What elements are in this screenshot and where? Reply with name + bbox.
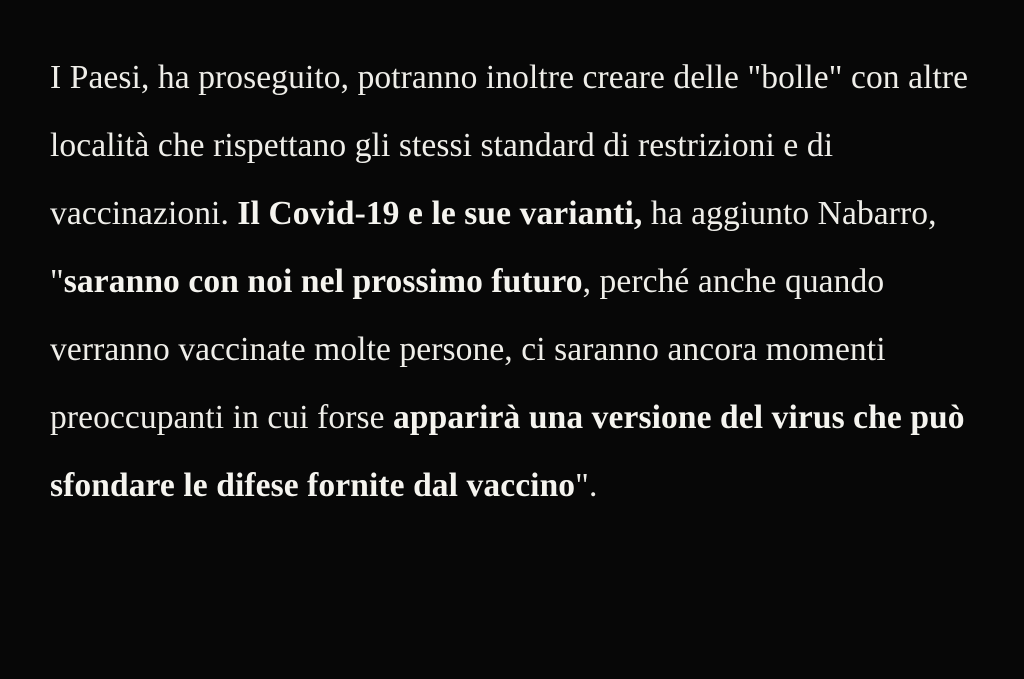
text-run: , perché anche quando verranno vaccinate molte persone, ci saranno ancora momenti preoccupanti in cui forse <box>50 263 886 436</box>
text-run: ". <box>575 467 598 504</box>
text-run: I Paesi, ha proseguito, potranno inoltre creare delle "bolle" con altre località che rispettano gli stessi standard di restrizioni e di vaccinazioni. <box>50 59 969 232</box>
emphasis-run: Il Covid-19 e le sue varianti, <box>237 195 643 232</box>
emphasis-run: saranno con noi nel prossimo futuro <box>63 263 583 300</box>
emphasis-run: apparirà una versione del virus che può sfondare le difese fornite dal vaccino <box>50 399 965 504</box>
text-run: ha aggiunto Nabarro, " <box>50 195 937 300</box>
article-paragraph <box>50 44 974 520</box>
